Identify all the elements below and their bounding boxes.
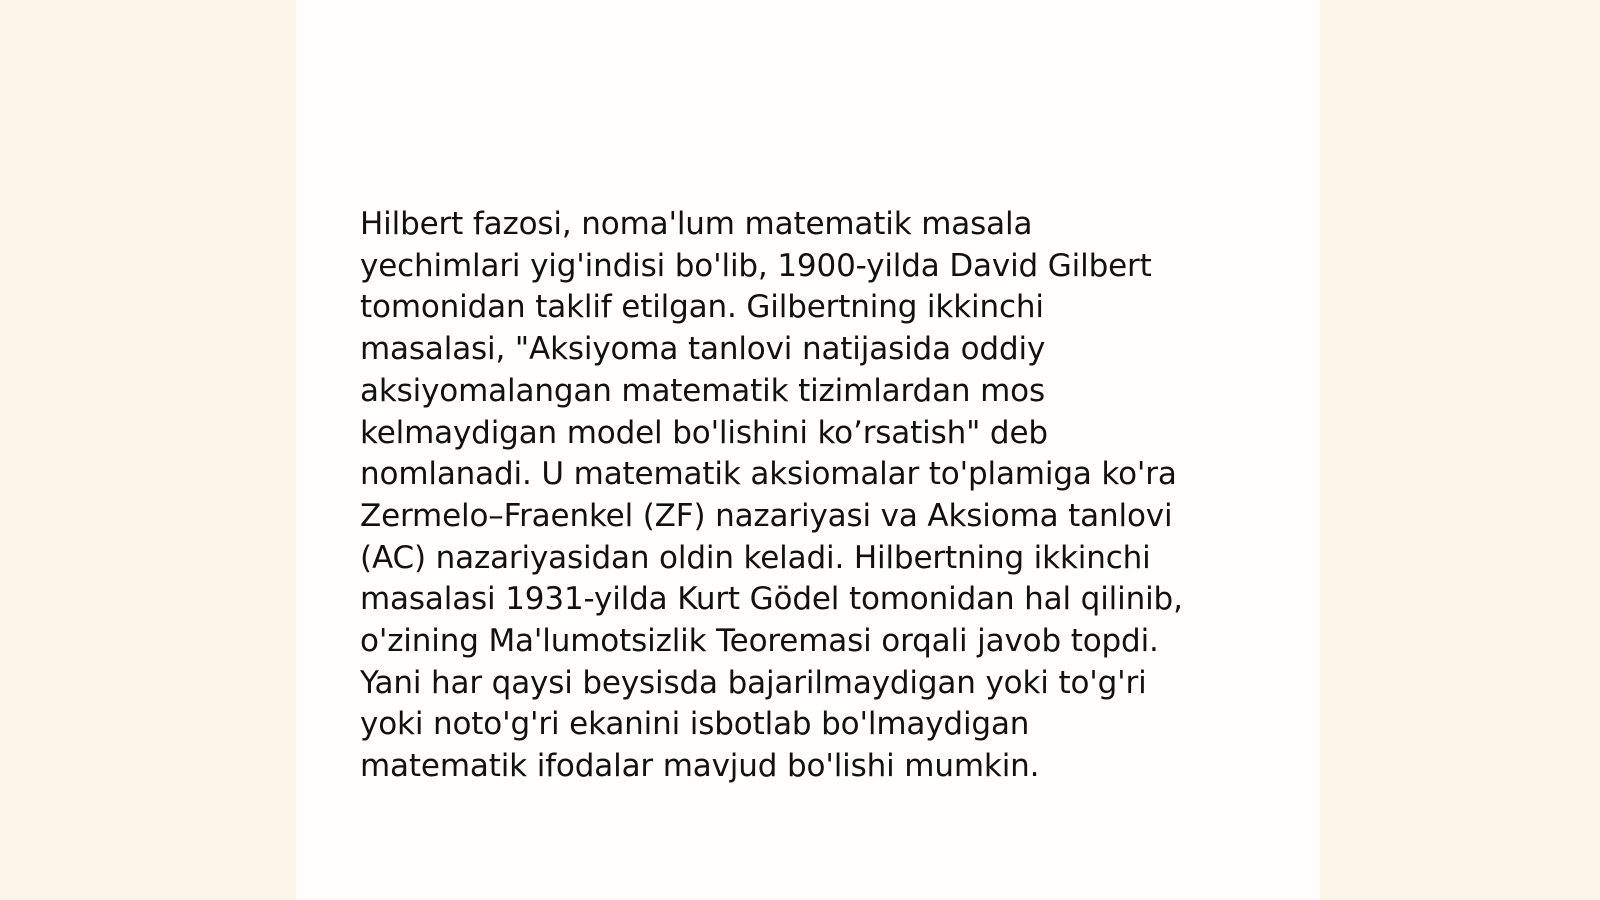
- document-page: [296, 0, 1320, 900]
- body-paragraph: Hilbert fazosi, noma'lum matematik masala yechimlari yig'indisi bo'lib, 1900-yilda David Gilbert tomonidan taklif etilgan. Gilbertning ikkinchi masalasi, "Aksiyoma tanlovi natijasida oddiy aksiyomalangan matematik tizimlardan mos kelmaydigan model bo'lishini ko’rsatish" deb nomlanadi. U matematik aksiomalar to'plamiga ko'ra Zermelo–Fraenkel (ZF) nazariyasi va Aksioma tanlovi (AC) nazariyasidan oldin keladi. Hilbertning ikkinchi masalasi 1931-yilda Kurt Gödel tomonidan hal qilinib, o'zining Ma'lumotsizlik Teoremasi orqali javob topdi. Yani har qaysi beysisda bajarilmaydigan yoki to'g'ri yoki noto'g'ri ekanini isbotlab bo'lmaydigan matematik ifodalar mavjud bo'lishi mumkin.: [360, 206, 1183, 785]
